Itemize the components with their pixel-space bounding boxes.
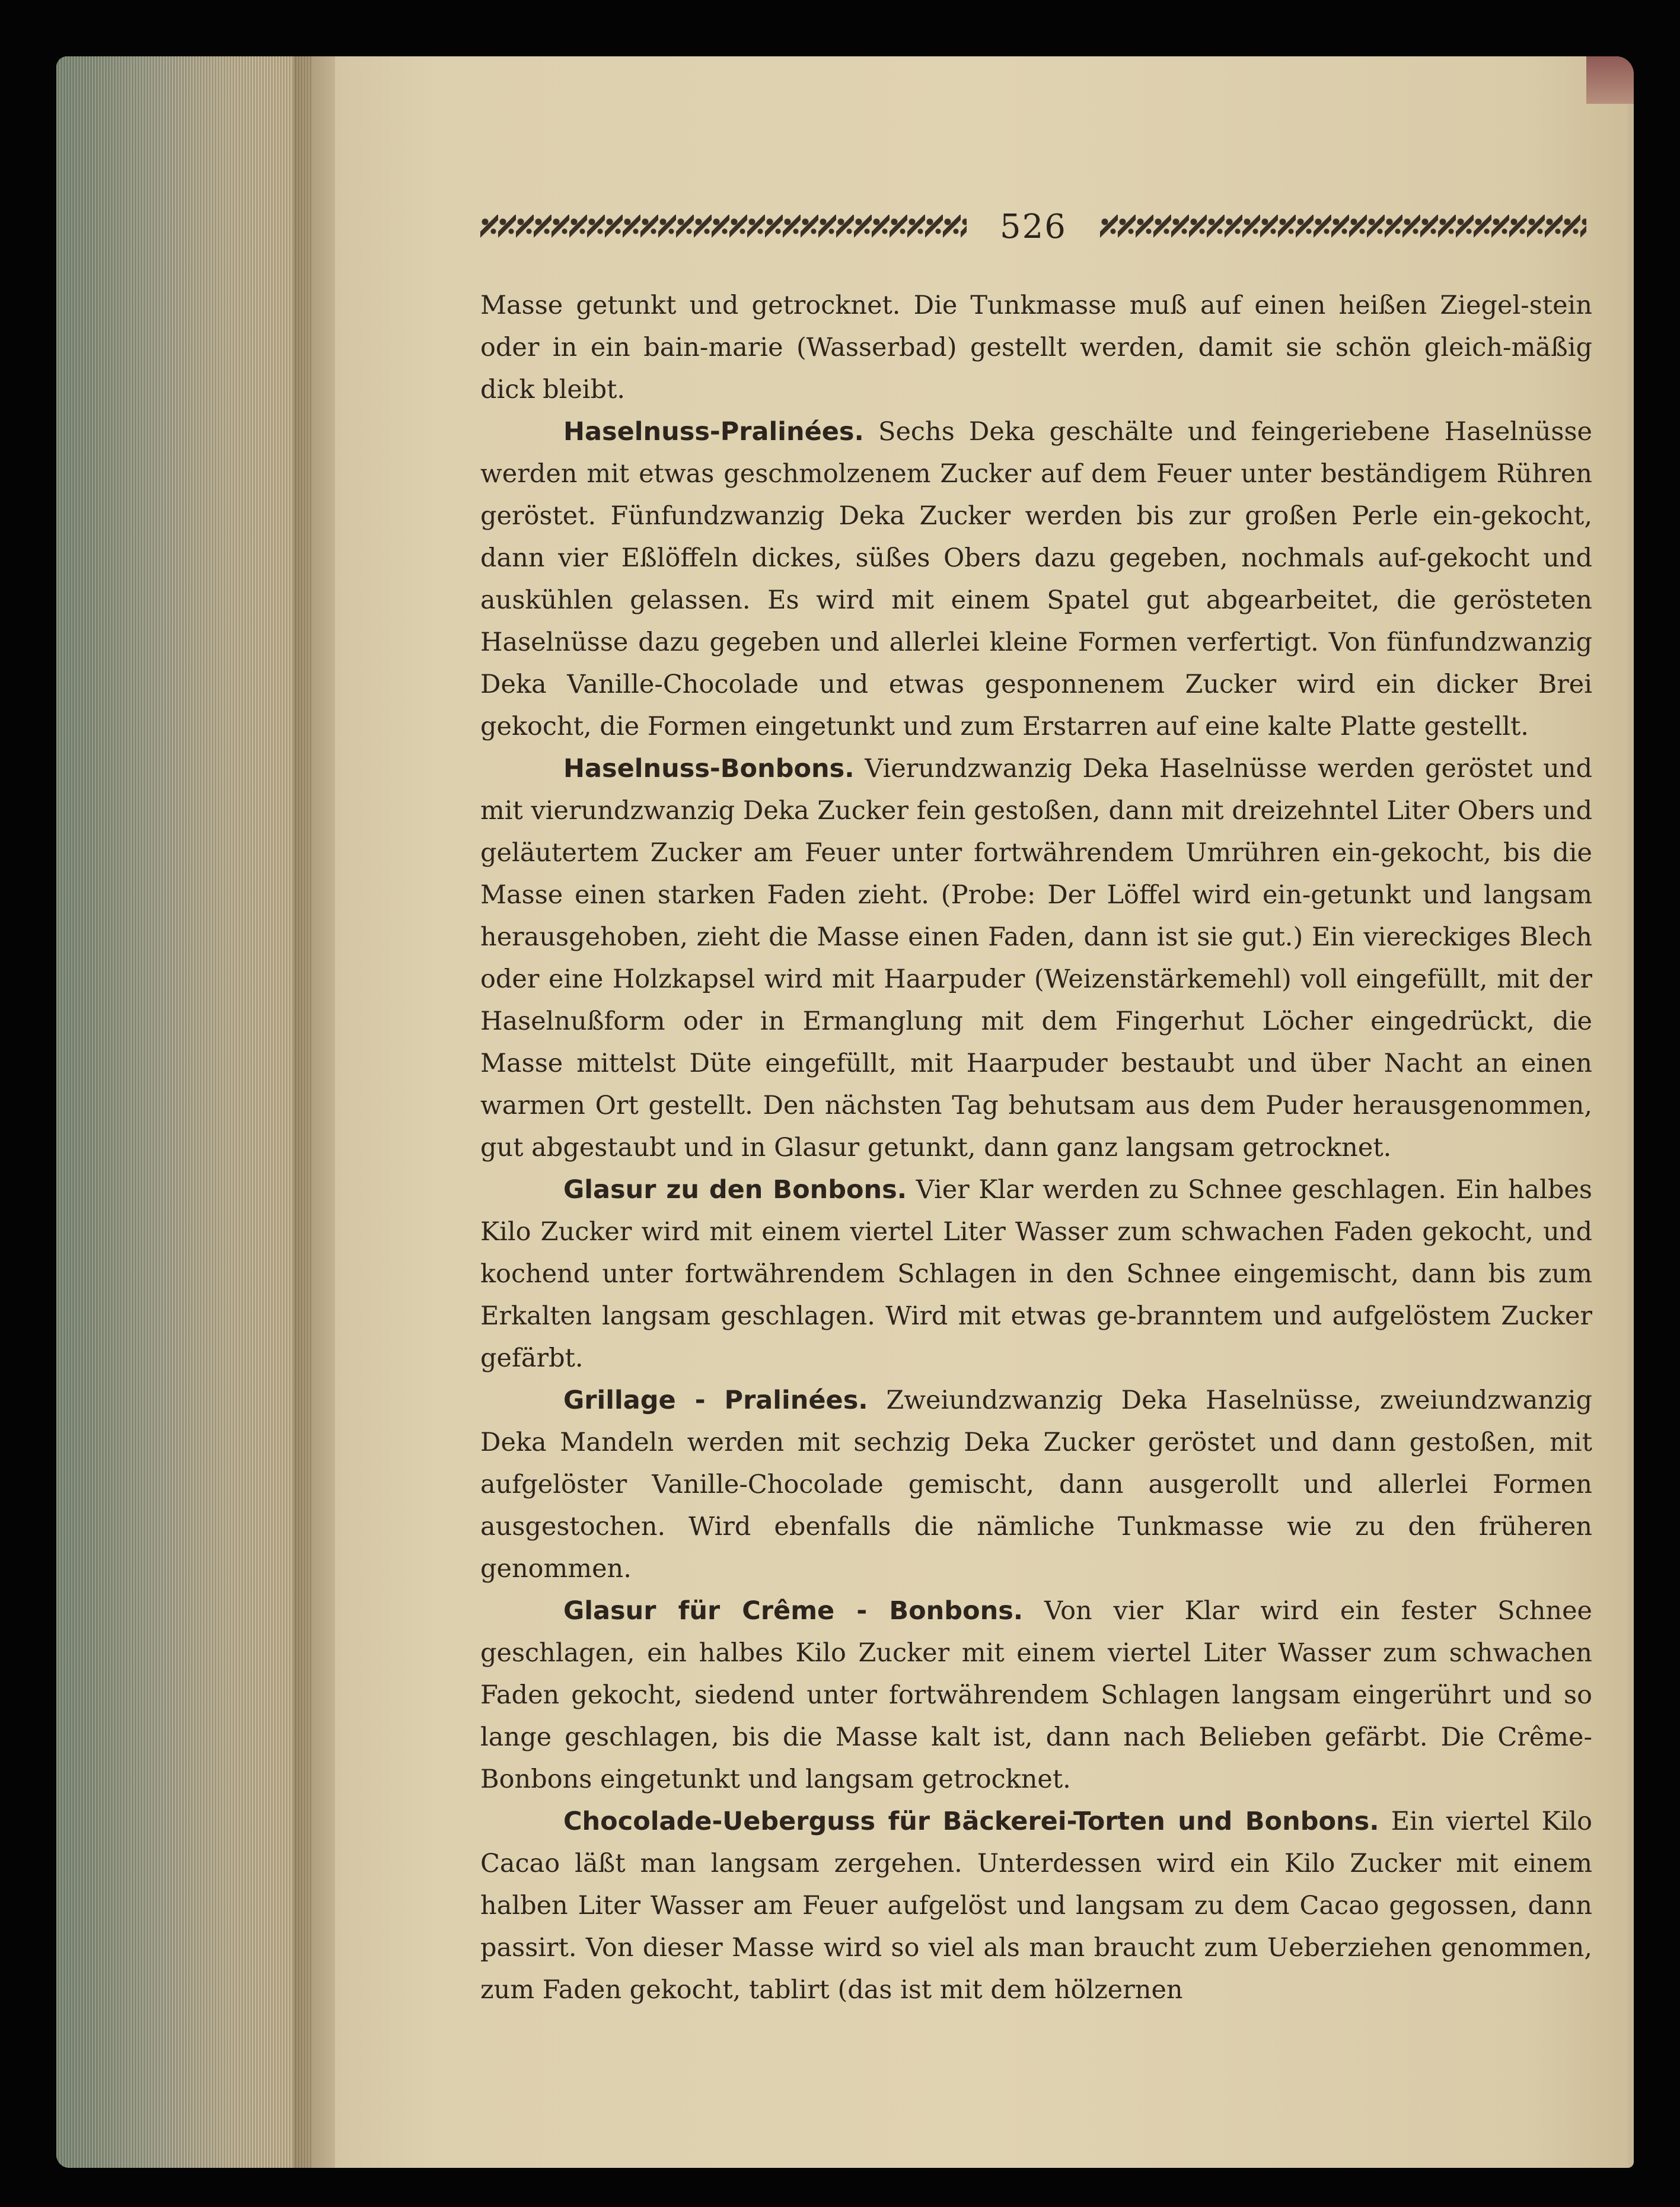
recipe-haselnuss-bonbons xyxy=(480,748,1592,1169)
recipe-body: Vierundzwanzig Deka Haselnüsse werden geröstet und mit vierundzwanzig Deka Zucker fein gestoßen, dann mit dreizehntel Liter Obers und geläutertem Zucker am Feuer unter fortwährendem Umrühren ein-gekocht, bis die Masse einen starken Faden zieht. (Probe: Der Löffel wird ein-getunkt und langsam herausgehoben, zieht die Masse einen Faden, dann ist sie gut.) Ein viereckiges Blech oder eine Holzkapsel wird mit Haarpuder (Weizenstärkemehl) voll eingefüllt, mit der Haselnußform oder in Ermanglung mit dem Fingerhut Löcher eingedrückt, die Masse mittelst Düte eingefüllt, mit Haarpuder bestaubt und über Nacht an einen warmen Ort gestellt. Den nächsten Tag behutsam aus dem Puder herausgenommen, gut abgestaubt und in Glasur getunkt, dann ganz langsam getrocknet. xyxy=(480,754,1592,1163)
recipe-heading: Grillage - Pralinées. xyxy=(563,1386,868,1415)
header-ornament-left xyxy=(480,215,967,238)
page-stack-edge xyxy=(56,56,311,2168)
recipe-heading: Haselnuss-Pralinées. xyxy=(563,417,864,447)
recipe-heading: Haselnuss-Bonbons. xyxy=(563,754,855,784)
recipe-grillage-pralinees xyxy=(480,1380,1592,1590)
paragraph-body: Masse getunkt und getrocknet. Die Tunkmasse muß auf einen heißen Ziegel-stein oder in ein bain-marie (Wasserbad) gestellt werden, damit sie schön gleich-mäßig dick bleibt. xyxy=(480,291,1592,405)
recipe-body: Ein viertel Kilo Cacao läßt man langsam zergehen. Unterdessen wird ein Kilo Zucker mit einem halben Liter Wasser am Feuer aufgelöst und langsam zu dem Cacao gegossen, dann passirt. Von dieser Masse wird so viel als man braucht zum Ueberziehen genommen, zum Faden gekocht, tablirt (das ist mit dem hölzernen xyxy=(480,1807,1592,2005)
page-number: 526 xyxy=(1000,207,1067,246)
recipe-heading: Chocolade-Ueberguss für Bäckerei-Torten und Bonbons. xyxy=(563,1807,1379,1836)
bookmark-ribbon xyxy=(1586,56,1634,104)
recipe-body: Von vier Klar wird ein fester Schnee geschlagen, ein halbes Kilo Zucker mit einem viertel Liter Wasser zum schwachen Faden gekocht, siedend unter fortwährendem Schlagen langsam eingerührt und so lange geschlagen, bis die Masse kalt ist, dann nach Belieben gefärbt. Die Crême-Bonbons eingetunkt und langsam getrocknet. xyxy=(480,1596,1592,1794)
recipe-heading: Glasur zu den Bonbons. xyxy=(563,1175,907,1205)
page-header xyxy=(480,206,1586,247)
recipe-chocolade-ueberguss xyxy=(480,1801,1592,2011)
paragraph-continuation xyxy=(480,285,1592,411)
recipe-body: Zweiundzwanzig Deka Haselnüsse, zweiundzwanzig Deka Mandeln werden mit sechzig Deka Zucker geröstet und dann gestoßen, mit aufgelöster Vanille-Chocolade gemischt, dann ausgerollt und allerlei Formen ausgestochen. Wird ebenfalls die nämliche Tunkmasse wie zu den früheren genommen. xyxy=(480,1386,1592,1584)
recipe-haselnuss-pralinees xyxy=(480,411,1592,748)
recipe-glasur-bonbons xyxy=(480,1169,1592,1380)
recipe-heading: Glasur für Crême - Bonbons. xyxy=(563,1596,1024,1626)
recipe-body: Vier Klar werden zu Schnee geschlagen. Ein halbes Kilo Zucker wird mit einem viertel Liter Wasser zum schwachen Faden gekocht, und kochend unter fortwährendem Schlagen in den Schnee eingemischt, dann bis zum Erkalten langsam geschlagen. Wird mit etwas ge-branntem und aufgelöstem Zucker gefärbt. xyxy=(480,1175,1592,1373)
header-ornament-right xyxy=(1100,215,1586,238)
gutter-shadow xyxy=(294,56,341,2168)
page-body xyxy=(480,285,1592,2064)
recipe-body: Sechs Deka geschälte und feingeriebene Haselnüsse werden mit etwas geschmolzenem Zucker auf dem Feuer unter beständigem Rühren geröstet. Fünfundzwanzig Deka Zucker werden bis zur großen Perle ein-gekocht, dann vier Eßlöffeln dickes, süßes Obers dazu gegeben, nochmals auf-gekocht und auskühlen gelassen. Es wird mit einem Spatel gut abgearbeitet, die gerösteten Haselnüsse dazu gegeben und allerlei kleine Formen verfertigt. Von fünfundzwanzig Deka Vanille-Chocolade und etwas gesponnenem Zucker wird ein dicker Brei gekocht, die Formen eingetunkt und zum Erstarren auf eine kalte Platte gestellt. xyxy=(480,417,1592,741)
recipe-glasur-creme-bonbons xyxy=(480,1590,1592,1801)
